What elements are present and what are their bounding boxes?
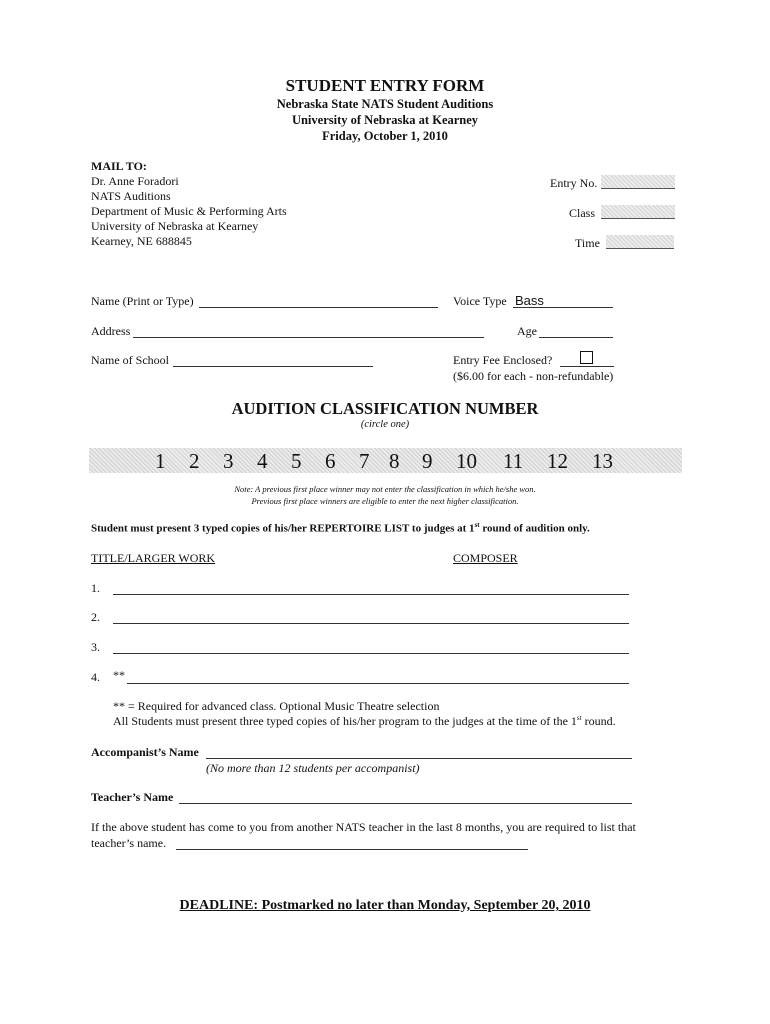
class-number-option[interactable]: 12 [547, 449, 568, 473]
class-number-option[interactable]: 3 [223, 449, 234, 473]
class-number-option[interactable]: 1 [155, 449, 166, 473]
address-input-line[interactable] [133, 324, 484, 338]
class-number-option[interactable]: 7 [359, 449, 370, 473]
mail-to-line: NATS Auditions [91, 189, 171, 203]
repertoire-instruction-text-end: round of audition only. [479, 522, 590, 535]
class-box[interactable] [601, 205, 675, 219]
repertoire-row-number: 2. [91, 610, 100, 624]
school-input-line[interactable] [173, 353, 373, 367]
fee-note: ($6.00 for each - non-refundable) [453, 369, 614, 383]
repertoire-instruction-sup: st [474, 521, 480, 529]
class-number-option[interactable]: 4 [257, 449, 268, 473]
age-label: Age [517, 324, 537, 338]
fee-label: Entry Fee Enclosed? [453, 353, 553, 367]
repertoire-row-number: 4. [91, 670, 100, 684]
mail-to-line: University of Nebraska at Kearney [91, 219, 259, 233]
event-location: University of Nebraska at Kearney [291, 113, 479, 127]
mail-to-heading: MAIL TO: [91, 159, 147, 173]
class-field[interactable] [569, 205, 675, 221]
classification-numbers [89, 448, 682, 473]
repertoire-row-line[interactable] [113, 581, 629, 595]
class-number-option[interactable]: 13 [592, 449, 613, 473]
voice-type-value: Bass [515, 293, 544, 308]
transfer-note-line-1: If the above student has come to you from another NATS teacher in the last 8 months, you are required to list that [91, 820, 636, 834]
classification-title: AUDITION CLASSIFICATION NUMBER [231, 399, 539, 418]
teacher-label: Teacher’s Name [91, 790, 174, 804]
transfer-note-line-2: teacher’s name. [91, 836, 167, 850]
class-number-option[interactable]: 11 [503, 449, 524, 473]
mail-to-line: Dr. Anne Foradori [91, 174, 179, 188]
class-label: Class [569, 206, 596, 220]
time-field[interactable] [575, 235, 674, 251]
class-number-option[interactable]: 2 [189, 449, 200, 473]
name-label: Name (Print or Type) [91, 294, 194, 308]
previous-teacher-input-line[interactable] [176, 836, 528, 850]
voice-type-label: Voice Type [453, 294, 507, 308]
deadline: DEADLINE: Postmarked no later than Monday, September 20, 2010 [179, 898, 591, 913]
accompanist-input-line[interactable] [206, 745, 632, 759]
address-label: Address [91, 324, 131, 338]
repertoire-instruction [91, 521, 590, 535]
event-name: Nebraska State NATS Student Auditions [276, 97, 494, 111]
class-number-option[interactable]: 8 [389, 449, 400, 473]
form-title: STUDENT ENTRY FORM [285, 76, 485, 95]
time-box[interactable] [606, 235, 674, 249]
required-note: ** = Required for advanced class. Optional Music Theatre selection [113, 699, 440, 713]
repertoire-instruction-text: Student must present 3 typed copies of his/her REPERTOIRE LIST to judges at 1 [91, 522, 475, 535]
mail-to-line: Department of Music & Performing Arts [91, 204, 287, 218]
fee-enclosed-checkbox[interactable] [580, 351, 593, 364]
repertoire-row-number: 1. [91, 581, 100, 595]
classification-instruction: (circle one) [360, 419, 410, 430]
class-number-option[interactable]: 10 [456, 449, 477, 473]
class-number-option[interactable]: 6 [325, 449, 336, 473]
col-composer-header: COMPOSER [453, 551, 518, 565]
school-label: Name of School [91, 353, 169, 367]
entry-no-box[interactable] [601, 175, 675, 189]
program-note [113, 714, 616, 729]
repertoire-row-line[interactable] [113, 610, 629, 624]
program-note-text: All Students must present three typed copies of his/her program to the judges at the time of the 1 [113, 714, 577, 728]
age-input-line[interactable] [539, 324, 613, 338]
class-number-option[interactable]: 9 [422, 449, 433, 473]
repertoire-row-line[interactable] [127, 670, 629, 684]
accompanist-label: Accompanist’s Name [91, 745, 199, 759]
program-note-text-end: round. [581, 714, 616, 728]
event-date: Friday, October 1, 2010 [322, 129, 448, 143]
accompanist-note: (No more than 12 students per accompanist) [206, 761, 420, 775]
entry-no-label: Entry No. [550, 176, 598, 190]
entry-no-field[interactable] [550, 175, 675, 191]
classification-note-1: Note: A previous first place winner may not enter the classification in which he/she won. [234, 484, 536, 494]
time-label: Time [575, 236, 600, 250]
mail-to-line: Kearney, NE 688845 [91, 234, 192, 248]
name-input-line[interactable] [199, 294, 438, 308]
mail-to-block [91, 159, 287, 249]
program-note-sup: st [576, 714, 582, 722]
classification-note-2: Previous first place winners are eligible to enter the next higher classification. [251, 496, 519, 506]
col-title-header: TITLE/LARGER WORK [91, 551, 216, 565]
repertoire-row-line[interactable] [113, 640, 629, 654]
required-marker: ** [113, 668, 125, 682]
teacher-input-line[interactable] [179, 790, 632, 804]
repertoire-row-number: 3. [91, 640, 100, 654]
class-number-option[interactable]: 5 [291, 449, 302, 473]
